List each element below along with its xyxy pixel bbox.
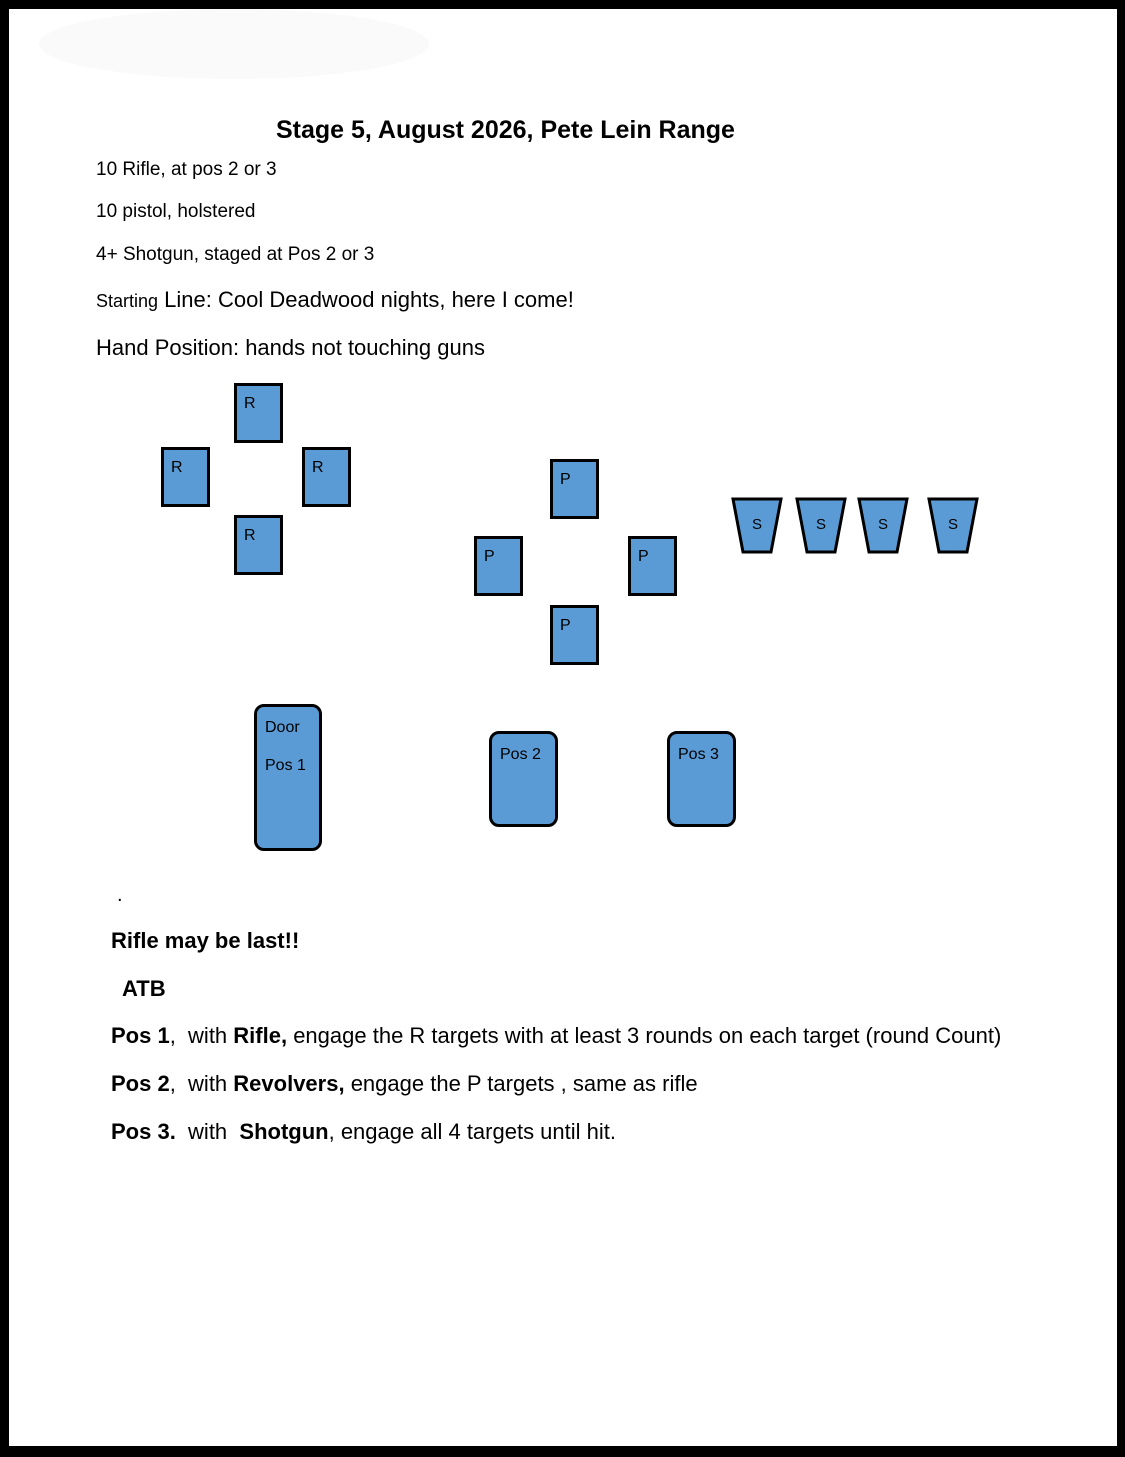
rifle-line: 10 Rifle, at pos 2 or 3 bbox=[96, 159, 277, 180]
door-label: Door bbox=[265, 719, 300, 736]
rifle-note: Rifle may be last!! bbox=[111, 928, 300, 953]
shotgun-target-label: S bbox=[815, 516, 826, 533]
pistol-target-label: P bbox=[560, 617, 571, 634]
pos3-label: Pos 3 bbox=[678, 746, 719, 763]
pistol-target-label: P bbox=[560, 471, 571, 488]
pos2-label: Pos 2 bbox=[500, 746, 541, 763]
pistol-target-label: P bbox=[638, 548, 649, 565]
rifle-target-label: R bbox=[171, 459, 183, 476]
pistol-line: 10 pistol, holstered bbox=[96, 201, 256, 222]
rifle-target-right bbox=[302, 447, 351, 507]
pistol-target-bottom bbox=[550, 605, 599, 665]
rifle-target-bottom bbox=[234, 515, 283, 575]
rifle-target-label: R bbox=[312, 459, 324, 476]
step-weapon: Rifle, bbox=[233, 1023, 288, 1048]
starting-label: Starting bbox=[96, 291, 159, 311]
step-weapon: Shotgun bbox=[239, 1119, 329, 1144]
step-pos-label: Pos 1 bbox=[111, 1023, 170, 1048]
atb-note: ATB bbox=[122, 976, 166, 1001]
step-text: , with bbox=[169, 1023, 234, 1048]
step-pos-label: Pos 3. bbox=[111, 1119, 176, 1144]
shotgun-target-label: S bbox=[751, 516, 762, 533]
position-1-door bbox=[254, 704, 322, 851]
position-3 bbox=[667, 731, 736, 827]
pistol-target-label: P bbox=[484, 548, 495, 565]
pistol-target-top bbox=[550, 459, 599, 519]
step-pos2 bbox=[111, 1071, 698, 1097]
step-pos1 bbox=[111, 1023, 1001, 1049]
shotgun-target bbox=[731, 497, 783, 555]
shotgun-target-label: S bbox=[877, 516, 888, 533]
step-pos3 bbox=[111, 1119, 616, 1145]
step-text: with bbox=[175, 1119, 240, 1144]
rifle-target-label: R bbox=[244, 395, 256, 412]
step-text: engage the P targets , same as rifle bbox=[344, 1071, 698, 1096]
step-text: , engage all 4 targets until hit. bbox=[328, 1119, 617, 1144]
shotgun-target bbox=[795, 497, 847, 555]
step-weapon: Revolvers, bbox=[233, 1071, 345, 1096]
step-pos-label: Pos 2 bbox=[111, 1071, 170, 1096]
step-text: , with bbox=[169, 1071, 234, 1096]
pistol-target-left bbox=[474, 536, 523, 596]
shotgun-line: 4+ Shotgun, staged at Pos 2 or 3 bbox=[96, 244, 375, 265]
position-2 bbox=[489, 731, 558, 827]
shotgun-target-label: S bbox=[947, 516, 958, 533]
rifle-target-left bbox=[161, 447, 210, 507]
page-title: Stage 5, August 2026, Pete Lein Range bbox=[276, 116, 735, 144]
shotgun-target bbox=[927, 497, 979, 555]
stage-document-page bbox=[9, 9, 1117, 1446]
starting-line bbox=[96, 287, 574, 313]
pistol-target-right bbox=[628, 536, 677, 596]
pos1-label: Pos 1 bbox=[265, 757, 306, 774]
hand-position-line: Hand Position: hands not touching guns bbox=[96, 335, 485, 360]
stray-dot: . bbox=[117, 884, 123, 906]
rifle-target-top bbox=[234, 383, 283, 443]
shotgun-target bbox=[857, 497, 909, 555]
rifle-target-label: R bbox=[244, 527, 256, 544]
starting-line-text: Line: Cool Deadwood nights, here I come! bbox=[158, 287, 574, 312]
step-text: engage the R targets with at least 3 rounds on each target (round Count) bbox=[287, 1023, 1002, 1048]
scan-smudge bbox=[39, 9, 429, 79]
